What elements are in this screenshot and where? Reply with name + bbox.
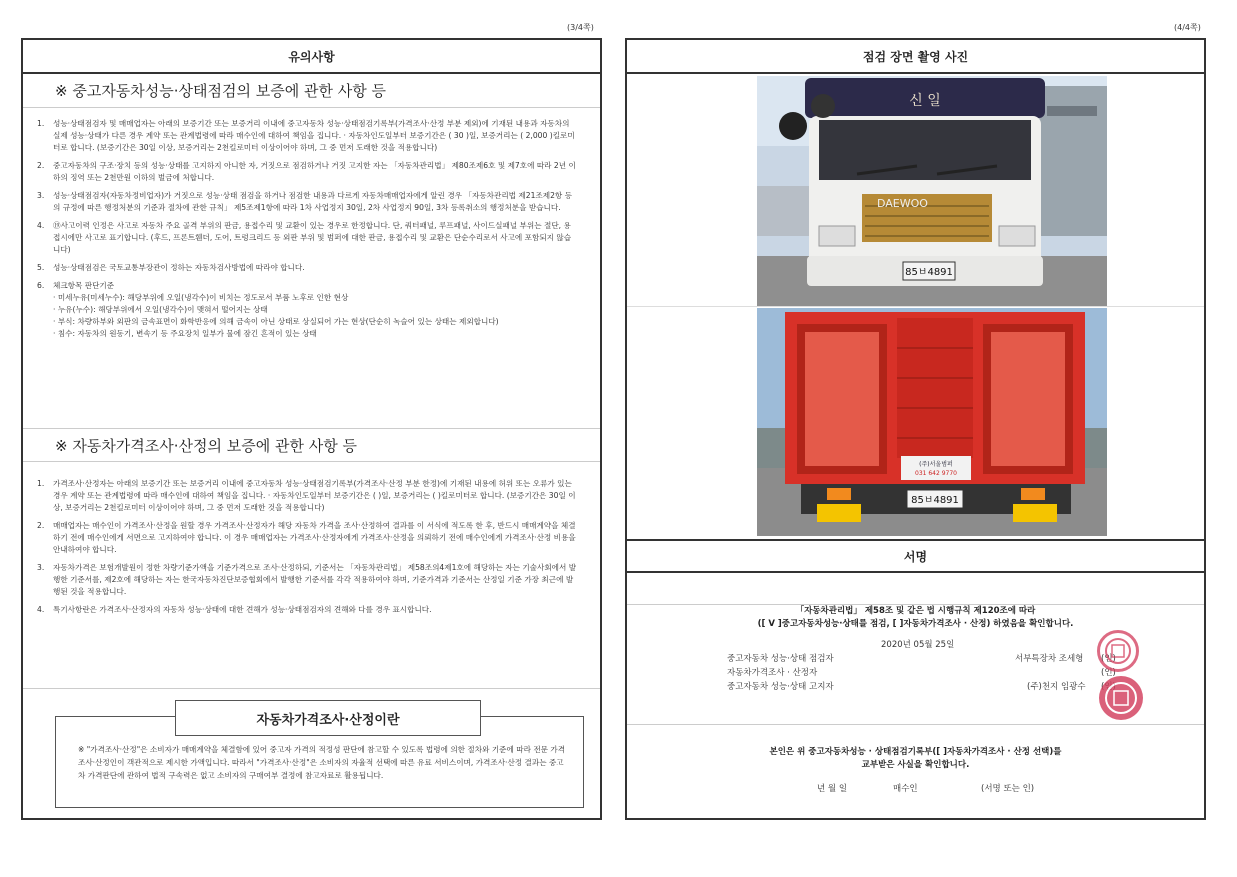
- note-item: [37, 190, 578, 214]
- note-number: 6.: [37, 281, 45, 290]
- note-text: [53, 478, 578, 514]
- note-number: 3.: [37, 563, 45, 572]
- signer-name-1: 서부특장차 조세형: [1015, 654, 1084, 664]
- notes-panel: [21, 38, 602, 820]
- note-text-body: 특기사항란은 가격조사·산정자의 자동차 성능·상태에 대한 견해가 성능·상태점검자의 견해와 다를 경우 표시합니다.: [53, 605, 432, 614]
- note-number: 4.: [37, 221, 45, 230]
- page-number-right: (4/4쪽): [1174, 23, 1201, 32]
- law-line-2: ([ V ]중고자동차성능·상태를 점검, [ ]자동차가격조사 · 산정) 하였음을 확인합니다.: [757, 619, 1074, 629]
- receipt-statement: [627, 746, 1204, 772]
- note-number: 1.: [37, 479, 45, 488]
- signer-mark-1: (인): [1101, 654, 1116, 664]
- note-item: [37, 280, 578, 340]
- criteria-list: [53, 292, 578, 340]
- note-text-body: 성능·상태점검자(자동차정비업자)가 거짓으로 성능·상태 점검을 하거나 점검한 내용과 다르게 자동차매매업자에게 알린 경우 「자동차관리법 제21조제2항 등의 규정에 따른 행정처분의 기준과 절차에 관한 규칙」 제5조제1항에 따라 1차 사업정지 30일, 2차 사업정지 90일, 3차 등록취소의 행정처분을 받습니다.: [53, 191, 573, 212]
- note-text: [53, 220, 578, 256]
- note-text: [53, 118, 578, 154]
- note-text-body: 성능·상태점검자 및 매매업자는 아래의 보증기간 또는 보증거리 이내에 중고자동차 성능·상태점검기록부(가격조사·산정 부분 제외)에 기재된 내용과 자동차의 실제 성능·상태가 다른 경우 계약 또는 관계법령에 따라 매수인에 대하여 책임을 집니다. · 자동차인도일부터 보증기간은 ( 30 )일, 보증거리는 ( 2,000 )킬로미터로 합니다. (보증기간은 30일 이상, 보증거리는 2천킬로미터 이상이어야 하며, 그 중 먼저 도래한 것을 적용합니다): [53, 119, 575, 152]
- note-item: [37, 160, 578, 184]
- price-notes-list: [23, 468, 600, 622]
- note-text-body: 중고자동차의 구조·장치 등의 성능·상태를 고지하지 아니한 자, 거짓으로 점검하거나 거짓 고지한 자는 「자동차관리법」 제80조제6호 및 제7호에 따라 2년 이하의 징역 또는 2천만원 이하의 벌금에 처합니다.: [53, 161, 576, 182]
- note-item: [37, 478, 578, 514]
- signer-role-1: 중고자동차 성능·상태 점검자: [727, 654, 834, 664]
- note-item: [37, 520, 578, 556]
- note-number: 5.: [37, 263, 45, 272]
- note-item: [37, 118, 578, 154]
- rear-plate: 85ㅂ4891: [911, 495, 959, 506]
- note-number: 4.: [37, 605, 45, 614]
- divider: [23, 688, 600, 689]
- signer-role-2: 자동차가격조사 · 산정자: [727, 668, 818, 678]
- signer-role-3: 중고자동차 성능·상태 고지자: [727, 682, 834, 692]
- note-text-body: 성능·상태점검은 국토교통부장관이 정하는 자동차검사방법에 따라야 합니다.: [53, 263, 305, 272]
- front-plate: 85ㅂ4891: [905, 267, 953, 278]
- note-number: 2.: [37, 521, 45, 530]
- notes-header: 유의사항: [23, 40, 600, 74]
- truck-rear-photo: [757, 308, 1107, 536]
- note-number: 2.: [37, 161, 45, 170]
- price-section-title: ※ 자동차가격조사·산정의 보증에 관한 사항 등: [23, 428, 600, 462]
- law-line-1: 「자동차관리법」 제58조 및 같은 법 시행규칙 제120조에 따라: [795, 606, 1036, 616]
- truck-front-photo: [757, 76, 1107, 306]
- photo-sign-panel: [625, 38, 1206, 820]
- photo-header: 점검 장면 촬영 사진: [627, 40, 1204, 74]
- receipt-date: 년 월 일: [817, 784, 848, 794]
- warranty-section-title: ※ 중고자동차성능·상태점검의 보증에 관한 사항 등: [23, 74, 600, 108]
- criteria-item: · 침수: 자동차의 원동기, 변속기 등 주요장치 일부가 물에 잠긴 흔적이 있는 상태: [53, 329, 317, 338]
- warranty-notes-list: [23, 108, 600, 340]
- signer-name-3: (주)천지 임광수: [1027, 682, 1086, 692]
- sign-header: 서명: [627, 539, 1204, 573]
- receipt-line-2: 교부받은 사실을 확인합니다.: [861, 760, 970, 770]
- criteria-item: · 부식: 차량하부와 외판의 금속표면이 화학반응에 의해 금속이 아닌 상태로 상실되어 가는 현상(단순히 녹슬어 있는 상태는 제외합니다): [53, 317, 499, 326]
- note-text: [53, 520, 578, 556]
- sticker-line2: 031 642 9770: [915, 470, 957, 477]
- price-info-title: 자동차가격조사·산정이란: [175, 700, 481, 736]
- divider: [627, 306, 1204, 307]
- seller-seal-stamp: [1099, 676, 1143, 720]
- note-text-body: 가격조사·산정자는 아래의 보증기간 또는 보증거리 이내에 중고자동차 성능·상태점검기록부(가격조사·산정 부분 한정)에 기재된 내용에 허위 또는 오류가 있는 경우 계약 또는 관계법령에 따라 매수인에 대하여 책임을 집니다. · 자동차인도일부터 보증기간은 ( )일, 보증거리는 ( )킬로미터로 합니다. (보증기간은 30일 이상, 보증거리는 2천킬로미터 이상이어야 하며, 그 중 먼저 도래한 것을 적용합니다): [53, 479, 576, 512]
- page-number-left: (3/4쪽): [567, 23, 594, 32]
- note-number: 1.: [37, 119, 45, 128]
- note-text-body: 매매업자는 매수인이 가격조사·산정을 원할 경우 가격조사·산정자가 해당 자동차 가격을 조사·산정하여 결과를 이 서식에 적도록 한 후, 반드시 매매계약을 체결하기 전에 매수인에게 서면으로 고지하여야 합니다. 이 경우 매매업자는 가격조사·산정자에게 가격조사·산정을 의뢰하기 전에 매수인에게 가격조사·산정 비용을 안내하여야 합니다.: [53, 521, 576, 554]
- cab-text: 신 일: [909, 93, 941, 109]
- note-item: [37, 262, 578, 274]
- buyer-sign: (서명 또는 인): [981, 784, 1035, 794]
- note-text: [53, 280, 578, 340]
- note-item: [37, 604, 578, 616]
- criteria-item: · 미세누유(미세누수): 해당부위에 오일(냉각수)이 비치는 정도로서 부품 노후로 인한 현상: [53, 293, 349, 302]
- buyer-label: 매수인: [893, 784, 918, 794]
- signer-mark-2: (인): [1101, 668, 1116, 678]
- criteria-item: · 누유(누수): 해당부위에서 오일(냉각수)이 맺혀서 떨어지는 상태: [53, 305, 268, 314]
- note-text-body: 자동차가격은 보험개발원이 정한 차량기준가액을 기준가격으로 조사·산정하되, 기준서는 「자동차관리법」 제58조의4제1호에 해당하는 자는 기술사회에서 발행한 기준서를, 제2호에 해당하는 자는 한국자동차진단보증협회에서 발행한 기준서를 각각 적용하여야 하며, 기준가격과 기준서는 산정일 기준 가장 최근에 발행된 것을 적용합니다.: [53, 563, 577, 596]
- note-text: [53, 604, 578, 616]
- note-text: [53, 262, 578, 274]
- note-text: [53, 562, 578, 598]
- sign-date: 2020년 05월 25일: [881, 640, 955, 650]
- inspector-seal-stamp: [1097, 630, 1139, 672]
- note-number: 3.: [37, 191, 45, 200]
- note-text: [53, 160, 578, 184]
- note-item: [37, 220, 578, 256]
- sticker-line1: (주)서울범퍼: [919, 461, 953, 468]
- note-text-body: 체크항목 판단기준: [53, 281, 115, 290]
- note-item: [37, 562, 578, 598]
- price-info-text: ※ "가격조사·산정"은 소비자가 매매계약을 체결함에 있어 중고자 가격의 적정성 판단에 참고할 수 있도록 법령에 의한 절차와 기준에 따라 전문 가격조사·산정인이 객관적으로 제시한 가액입니다. 따라서 "가격조사·산정"은 소비자의 자율적 선택에 따른 유료 서비스이며, 가격조사·산정 결과는 중고차 가격판단에 관하여 법적 구속력은 없고 소비자의 구매여부 결정에 참고자료로 활용됩니다.: [78, 745, 566, 780]
- note-text-body: ⑲사고이력 인정은 사고로 자동차 주요 골격 부위의 판금, 용접수리 및 교환이 있는 경우로 한정합니다. 단, 쿼터패널, 루프패널, 사이드실패널 부위는 절단, 용접시에만 사고로 표기합니다. (후드, 프론트휀더, 도어, 트렁크리드 등 외판 부위 및 범퍼에 대한 판금, 용접수리 및 교환은 단순수리로서 사고에 포함되지 않습니다): [53, 221, 572, 254]
- receipt-line-1: 본인은 위 중고자동차성능 · 상태점검기록부([ ]자동차가격조사 · 산정 선택)를: [769, 747, 1062, 757]
- law-statement: [627, 605, 1204, 631]
- note-text: [53, 190, 578, 214]
- divider: [627, 724, 1204, 725]
- brand-text: DAEWOO: [877, 197, 928, 210]
